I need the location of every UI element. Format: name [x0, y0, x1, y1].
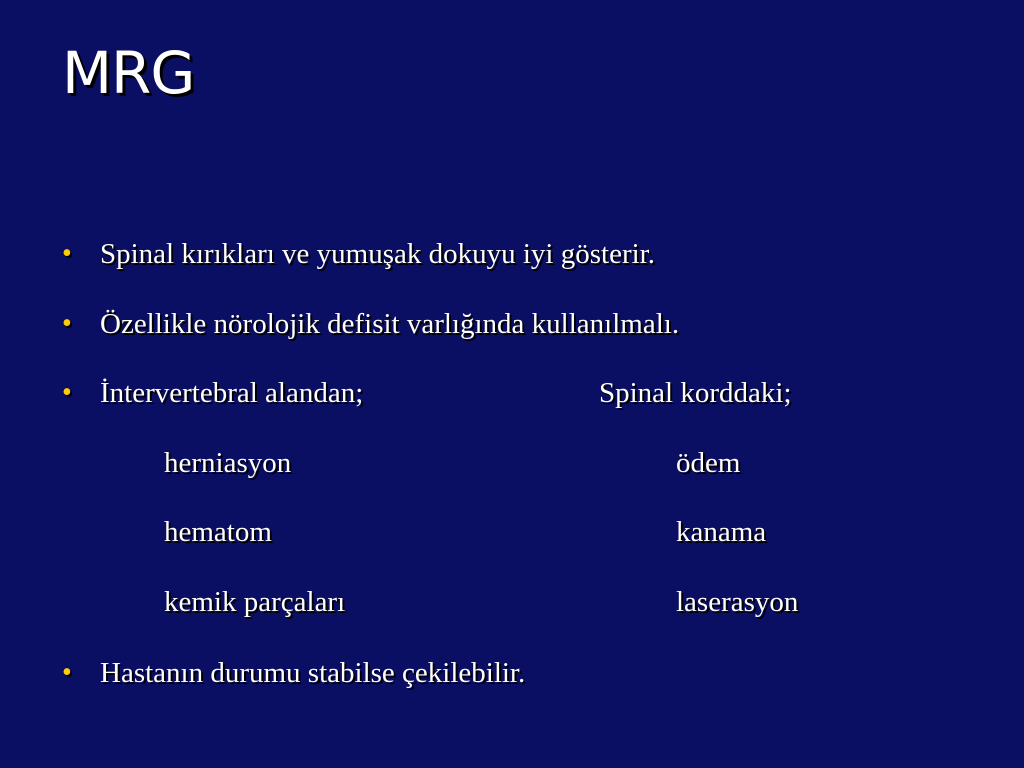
right-list-item: ödem: [676, 447, 741, 479]
bullet-icon: •: [62, 377, 72, 408]
bullet-text: Özellikle nörolojik defisit varlığında kullanılmalı.: [100, 308, 680, 340]
left-list-item: hematom: [164, 516, 272, 548]
bullet-icon: •: [62, 308, 72, 339]
bullet-text: İntervertebral alandan;: [100, 377, 364, 409]
left-list-item: herniasyon: [164, 447, 292, 479]
bullet-icon: •: [62, 657, 72, 688]
right-list-item: kanama: [676, 516, 767, 548]
right-list-item: laserasyon: [676, 586, 799, 618]
bullet-icon: •: [62, 238, 72, 269]
left-list-item: kemik parçaları: [164, 586, 346, 618]
right-column-header: Spinal korddaki;: [599, 377, 792, 409]
bullet-text: Spinal kırıkları ve yumuşak dokuyu iyi gösterir.: [100, 238, 655, 270]
slide-title: MRG: [62, 39, 195, 107]
bullet-text: Hastanın durumu stabilse çekilebilir.: [100, 657, 526, 689]
